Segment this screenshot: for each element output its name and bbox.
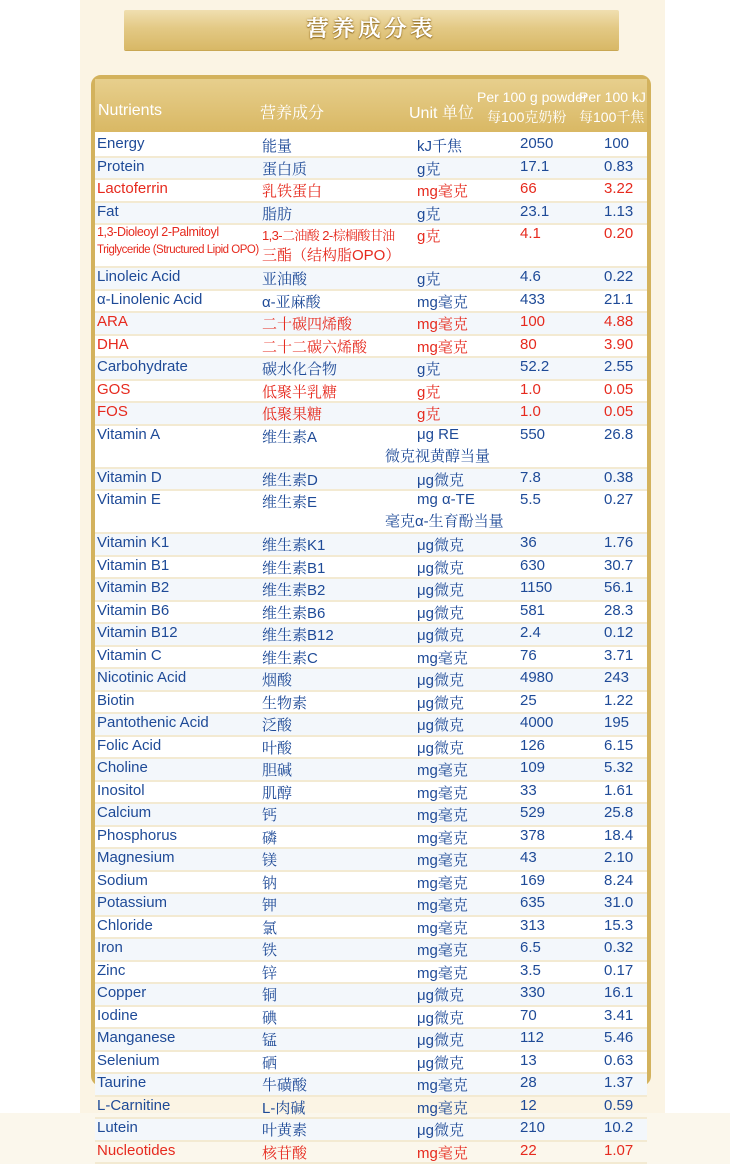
nutrient-name: Linoleic Acid (97, 268, 180, 285)
table-row (95, 336, 647, 359)
table-row (95, 381, 647, 404)
nutrient-name-cn: 维生素B2 (262, 579, 325, 600)
per-100g-value: 22 (520, 1142, 537, 1159)
nutrient-name: Iodine (97, 1007, 138, 1024)
nutrient-name-cn: 低聚果糖 (262, 403, 322, 424)
per-100g-value: 581 (520, 602, 545, 619)
per-100g-value: 17.1 (520, 158, 549, 175)
header-nutrients-cn: 营养成分 (260, 100, 324, 123)
header-per-100g-cn: 每100克奶粉 (477, 107, 588, 127)
nutrient-name-cn: 碘 (262, 1007, 277, 1028)
per-100g-value: 529 (520, 804, 545, 821)
table-row (95, 962, 647, 985)
unit-cell: g克 (417, 403, 440, 424)
per-100g-value: 33 (520, 782, 537, 799)
per-100kj-value: 26.8 (604, 426, 633, 443)
unit-cell: μg微克 (417, 1119, 464, 1140)
per-100kj-value: 16.1 (604, 984, 633, 1001)
per-100g-value: 4980 (520, 669, 553, 686)
per-100g-value: 28 (520, 1074, 537, 1091)
nutrient-name: Vitamin E (97, 491, 161, 508)
title-banner (124, 10, 619, 50)
nutrient-name: Carbohydrate (97, 358, 188, 375)
per-100g-value: 313 (520, 917, 545, 934)
nutrient-name-cn: 泛酸 (262, 714, 292, 735)
per-100kj-value: 31.0 (604, 894, 633, 911)
unit-cell: mg毫克 (417, 962, 468, 983)
unit-cell: mg毫克 (417, 1097, 468, 1118)
unit-cell: g克 (417, 203, 440, 224)
table-row (95, 579, 647, 602)
table-row (95, 557, 647, 580)
nutrition-table (91, 75, 651, 1086)
unit-cell: mg毫克 (417, 180, 468, 201)
nutrient-name-cn: 维生素D (262, 469, 318, 490)
nutrient-name-cn: 氯 (262, 917, 277, 938)
per-100g-value: 1150 (520, 579, 552, 596)
per-100g-value: 4000 (520, 714, 553, 731)
nutrient-name-cn: 维生素B1 (262, 557, 325, 578)
unit-cell: μg微克 (417, 692, 464, 713)
unit-cell: mg α-TE (417, 491, 475, 508)
table-row (95, 1029, 647, 1052)
unit-cell: mg毫克 (417, 939, 468, 960)
table-row (95, 602, 647, 625)
per-100g-value: 25 (520, 692, 537, 709)
nutrient-name: Zinc (97, 962, 125, 979)
nutrient-name-cn: 叶酸 (262, 737, 292, 758)
nutrient-name: Phosphorus (97, 827, 177, 844)
nutrient-name-cn: 肌醇 (262, 782, 292, 803)
per-100kj-value: 10.2 (604, 1119, 633, 1136)
nutrient-name-cn-line2: 三酯（结构脂OPO） (262, 244, 400, 265)
table-row (95, 1074, 647, 1097)
nutrient-name: Chloride (97, 917, 153, 934)
nutrient-name-cn: 烟酸 (262, 669, 292, 690)
per-100g-value: 169 (520, 872, 545, 889)
unit-cell: μg微克 (417, 669, 464, 690)
per-100kj-value: 28.3 (604, 602, 633, 619)
nutrient-name-cn: 锌 (262, 962, 277, 983)
nutrient-name-cn: 二十碳四烯酸 (262, 313, 352, 334)
unit-cell: mg毫克 (417, 313, 468, 334)
unit-cell: mg毫克 (417, 336, 468, 357)
table-row (95, 225, 647, 268)
per-100g-value: 13 (520, 1052, 537, 1069)
nutrient-name-cn: 碳水化合物 (262, 358, 337, 379)
per-100g-value: 70 (520, 1007, 537, 1024)
header-unit: Unit 单位 (409, 100, 474, 123)
nutrient-name: Pantothenic Acid (97, 714, 209, 731)
per-100g-value: 635 (520, 894, 545, 911)
unit-cell: μg微克 (417, 1029, 464, 1050)
per-100kj-value: 1.76 (604, 534, 633, 551)
unit-cell: μg微克 (417, 557, 464, 578)
per-100kj-value: 21.1 (604, 291, 633, 308)
per-100kj-value: 15.3 (604, 917, 633, 934)
unit-cell: μg微克 (417, 579, 464, 600)
nutrient-name-cn: 维生素K1 (262, 534, 325, 555)
per-100kj-value: 243 (604, 669, 629, 686)
nutrient-name: Biotin (97, 692, 135, 709)
header-nutrients: Nutrients (98, 102, 162, 120)
nutrient-name-cn: 蛋白质 (262, 158, 307, 179)
unit-line2: 微克视黄醇当量 (385, 445, 490, 466)
nutrient-name: α-Linolenic Acid (97, 291, 202, 308)
per-100kj-value: 6.15 (604, 737, 633, 754)
per-100kj-value: 0.05 (604, 403, 633, 420)
nutrient-name: Copper (97, 984, 146, 1001)
nutrient-name: ARA (97, 313, 128, 330)
nutrient-name-cn: 牛磺酸 (262, 1074, 307, 1095)
nutrient-name: L-Carnitine (97, 1097, 170, 1114)
per-100kj-value: 195 (604, 714, 629, 731)
nutrient-name: Vitamin B1 (97, 557, 169, 574)
per-100kj-value: 100 (604, 135, 629, 152)
table-row (95, 358, 647, 381)
nutrient-name: 1,3-Dioleoyl 2-Palmitoyl (97, 225, 219, 239)
per-100kj-value: 1.22 (604, 692, 633, 709)
nutrient-name-cn: 锰 (262, 1029, 277, 1050)
per-100g-value: 330 (520, 984, 545, 1001)
per-100g-value: 630 (520, 557, 545, 574)
nutrient-name-cn: 1,3-二油酸 2-棕榈酸甘油 (262, 225, 395, 244)
per-100kj-value: 0.59 (604, 1097, 633, 1114)
per-100kj-value: 0.63 (604, 1052, 633, 1069)
nutrient-name: Manganese (97, 1029, 175, 1046)
per-100kj-value: 3.41 (604, 1007, 633, 1024)
per-100kj-value: 0.38 (604, 469, 633, 486)
right-margin (665, 0, 730, 1113)
nutrient-name: Energy (97, 135, 145, 152)
per-100kj-value: 2.55 (604, 358, 633, 375)
per-100kj-value: 0.12 (604, 624, 633, 641)
table-row (95, 872, 647, 895)
nutrient-name-cn: 胆碱 (262, 759, 292, 780)
per-100g-value: 3.5 (520, 962, 541, 979)
per-100kj-value: 5.46 (604, 1029, 633, 1046)
per-100kj-value: 1.07 (604, 1142, 633, 1159)
unit-cell: mg毫克 (417, 849, 468, 870)
nutrient-name-cn: 镁 (262, 849, 277, 870)
table-row (95, 849, 647, 872)
unit-cell: g克 (417, 225, 440, 246)
per-100kj-value: 0.32 (604, 939, 633, 956)
nutrient-name: DHA (97, 336, 129, 353)
table-row (95, 534, 647, 557)
per-100kj-value: 0.17 (604, 962, 633, 979)
header-per-100kj (579, 87, 646, 127)
table-row (95, 158, 647, 181)
nutrient-name-cn: 硒 (262, 1052, 277, 1073)
nutrient-name: Calcium (97, 804, 151, 821)
table-row (95, 692, 647, 715)
unit-cell: g克 (417, 268, 440, 289)
unit-cell: mg毫克 (417, 894, 468, 915)
table-row (95, 313, 647, 336)
unit-cell: μg微克 (417, 714, 464, 735)
per-100kj-value: 56.1 (604, 579, 633, 596)
table-row (95, 827, 647, 850)
nutrient-name: Taurine (97, 1074, 146, 1091)
table-row (95, 647, 647, 670)
per-100g-value: 80 (520, 336, 537, 353)
nutrient-name-cn: 亚油酸 (262, 268, 307, 289)
nutrient-name-cn: 生物素 (262, 692, 307, 713)
table-row (95, 894, 647, 917)
nutrient-name-cn: 维生素E (262, 491, 317, 512)
per-100g-value: 2050 (520, 135, 553, 152)
unit-cell: μg微克 (417, 984, 464, 1005)
table-row (95, 782, 647, 805)
table-row (95, 917, 647, 940)
nutrient-name: Lutein (97, 1119, 138, 1136)
per-100g-value: 433 (520, 291, 545, 308)
nutrient-name-cn: α-亚麻酸 (262, 291, 321, 312)
table-row (95, 1142, 647, 1164)
nutrient-name: Folic Acid (97, 737, 161, 754)
nutrient-name: Nucleotides (97, 1142, 175, 1159)
per-100g-value: 550 (520, 426, 545, 443)
table-row (95, 759, 647, 782)
nutrient-name: FOS (97, 403, 128, 420)
unit-line2: 毫克α-生育酚当量 (385, 510, 504, 531)
table-row (95, 403, 647, 426)
nutrient-name-cn: 维生素A (262, 426, 317, 447)
table-row (95, 426, 647, 469)
unit-cell: μg微克 (417, 469, 464, 490)
unit-cell: mg毫克 (417, 1074, 468, 1095)
nutrient-name: Lactoferrin (97, 180, 168, 197)
per-100kj-value: 3.90 (604, 336, 633, 353)
table-row (95, 203, 647, 226)
table-row (95, 669, 647, 692)
header-per-100kj-cn: 每100千焦 (579, 107, 646, 127)
per-100kj-value: 0.27 (604, 491, 633, 508)
nutrient-name: Protein (97, 158, 145, 175)
nutrient-name-cn: 低聚半乳糖 (262, 381, 337, 402)
per-100kj-value: 25.8 (604, 804, 633, 821)
nutrient-name-cn: 磷 (262, 827, 277, 848)
nutrient-name: Choline (97, 759, 148, 776)
nutrient-name-cn: 核苷酸 (262, 1142, 307, 1163)
per-100g-value: 4.6 (520, 268, 541, 285)
unit-cell: mg毫克 (417, 782, 468, 803)
per-100g-value: 378 (520, 827, 545, 844)
table-row (95, 984, 647, 1007)
header-per-100g-en: Per 100 g powder (477, 87, 588, 107)
per-100g-value: 52.2 (520, 358, 549, 375)
nutrient-name: Vitamin A (97, 426, 160, 443)
nutrient-name-cn: 钾 (262, 894, 277, 915)
per-100kj-value: 3.22 (604, 180, 633, 197)
table-row (95, 491, 647, 534)
per-100g-value: 6.5 (520, 939, 541, 956)
per-100g-value: 112 (520, 1029, 544, 1046)
nutrient-name-cn: 铜 (262, 984, 277, 1005)
header-per-100g (477, 87, 588, 127)
per-100g-value: 43 (520, 849, 537, 866)
per-100g-value: 4.1 (520, 225, 541, 242)
per-100g-value: 66 (520, 180, 537, 197)
per-100kj-value: 18.4 (604, 827, 633, 844)
table-row (95, 1052, 647, 1075)
nutrient-name: Vitamin K1 (97, 534, 169, 551)
table-row (95, 135, 647, 158)
unit-cell: μg RE (417, 426, 459, 443)
header-per-100kj-en: Per 100 kJ (579, 87, 646, 107)
unit-cell: μg微克 (417, 1007, 464, 1028)
nutrient-name: Iron (97, 939, 123, 956)
nutrient-name: Fat (97, 203, 119, 220)
nutrient-name-cn: 维生素B12 (262, 624, 334, 645)
unit-cell: μg微克 (417, 1052, 464, 1073)
table-row (95, 469, 647, 492)
per-100kj-value: 1.37 (604, 1074, 633, 1091)
nutrient-name: Vitamin B6 (97, 602, 169, 619)
nutrient-name-cn: 铁 (262, 939, 277, 960)
per-100kj-value: 5.32 (604, 759, 633, 776)
unit-cell: μg微克 (417, 624, 464, 645)
per-100g-value: 23.1 (520, 203, 549, 220)
nutrient-name-cn: 乳铁蛋白 (262, 180, 322, 201)
nutrient-name-cn: 脂肪 (262, 203, 292, 224)
table-row (95, 737, 647, 760)
unit-cell: μg微克 (417, 534, 464, 555)
nutrient-name: Inositol (97, 782, 145, 799)
nutrient-name-cn: 二十二碳六烯酸 (262, 336, 367, 357)
nutrient-name-cn: 能量 (262, 135, 292, 156)
per-100g-value: 12 (520, 1097, 537, 1114)
page-title: 营养成分表 (124, 10, 619, 50)
table-row (95, 1119, 647, 1142)
per-100kj-value: 0.20 (604, 225, 633, 242)
per-100g-value: 109 (520, 759, 545, 776)
unit-cell: mg毫克 (417, 917, 468, 938)
table-row (95, 1097, 647, 1120)
nutrient-name: Nicotinic Acid (97, 669, 186, 686)
unit-cell: mg毫克 (417, 804, 468, 825)
per-100kj-value: 1.61 (604, 782, 633, 799)
nutrient-name-line2: Triglyceride (Structured Lipid OPO) (97, 244, 259, 256)
per-100kj-value: 4.88 (604, 313, 633, 330)
table-row (95, 804, 647, 827)
nutrient-name-cn: 钠 (262, 872, 277, 893)
per-100g-value: 210 (520, 1119, 545, 1136)
unit-cell: mg毫克 (417, 872, 468, 893)
table-row (95, 291, 647, 314)
per-100g-value: 126 (520, 737, 545, 754)
per-100g-value: 100 (520, 313, 545, 330)
nutrient-name-cn: 维生素C (262, 647, 318, 668)
unit-cell: μg微克 (417, 602, 464, 623)
per-100g-value: 5.5 (520, 491, 541, 508)
per-100g-value: 1.0 (520, 381, 541, 398)
left-margin (0, 0, 80, 1113)
per-100kj-value: 30.7 (604, 557, 633, 574)
table-row (95, 180, 647, 203)
nutrient-name-cn: L-肉碱 (262, 1097, 305, 1118)
per-100kj-value: 2.10 (604, 849, 633, 866)
unit-cell: mg毫克 (417, 291, 468, 312)
table-row (95, 624, 647, 647)
per-100kj-value: 0.05 (604, 381, 633, 398)
unit-cell: mg毫克 (417, 1142, 468, 1163)
unit-cell: mg毫克 (417, 827, 468, 848)
table-row (95, 939, 647, 962)
per-100kj-value: 1.13 (604, 203, 633, 220)
nutrient-name: Selenium (97, 1052, 160, 1069)
nutrient-name: Potassium (97, 894, 167, 911)
per-100kj-value: 0.22 (604, 268, 633, 285)
table-row (95, 268, 647, 291)
nutrient-name-cn: 叶黄素 (262, 1119, 307, 1140)
nutrient-name-cn: 维生素B6 (262, 602, 325, 623)
nutrient-name: Vitamin B2 (97, 579, 169, 596)
nutrient-name: Vitamin B12 (97, 624, 178, 641)
per-100kj-value: 3.71 (604, 647, 633, 664)
per-100g-value: 76 (520, 647, 537, 664)
nutrient-name: Vitamin C (97, 647, 162, 664)
nutrient-name: GOS (97, 381, 130, 398)
per-100kj-value: 8.24 (604, 872, 633, 889)
nutrient-name-cn: 钙 (262, 804, 277, 825)
per-100g-value: 36 (520, 534, 537, 551)
unit-cell: g克 (417, 158, 440, 179)
table-row (95, 1007, 647, 1030)
per-100kj-value: 0.83 (604, 158, 633, 175)
per-100g-value: 7.8 (520, 469, 541, 486)
unit-cell: mg毫克 (417, 759, 468, 780)
unit-cell: g克 (417, 381, 440, 402)
table-body (95, 135, 647, 1164)
table-header (95, 79, 647, 132)
nutrient-name: Vitamin D (97, 469, 162, 486)
nutrient-name: Magnesium (97, 849, 175, 866)
unit-cell: mg毫克 (417, 647, 468, 668)
per-100g-value: 1.0 (520, 403, 541, 420)
unit-cell: μg微克 (417, 737, 464, 758)
unit-cell: kJ千焦 (417, 135, 462, 156)
nutrient-name: Sodium (97, 872, 148, 889)
per-100g-value: 2.4 (520, 624, 541, 641)
unit-cell: g克 (417, 358, 440, 379)
table-row (95, 714, 647, 737)
